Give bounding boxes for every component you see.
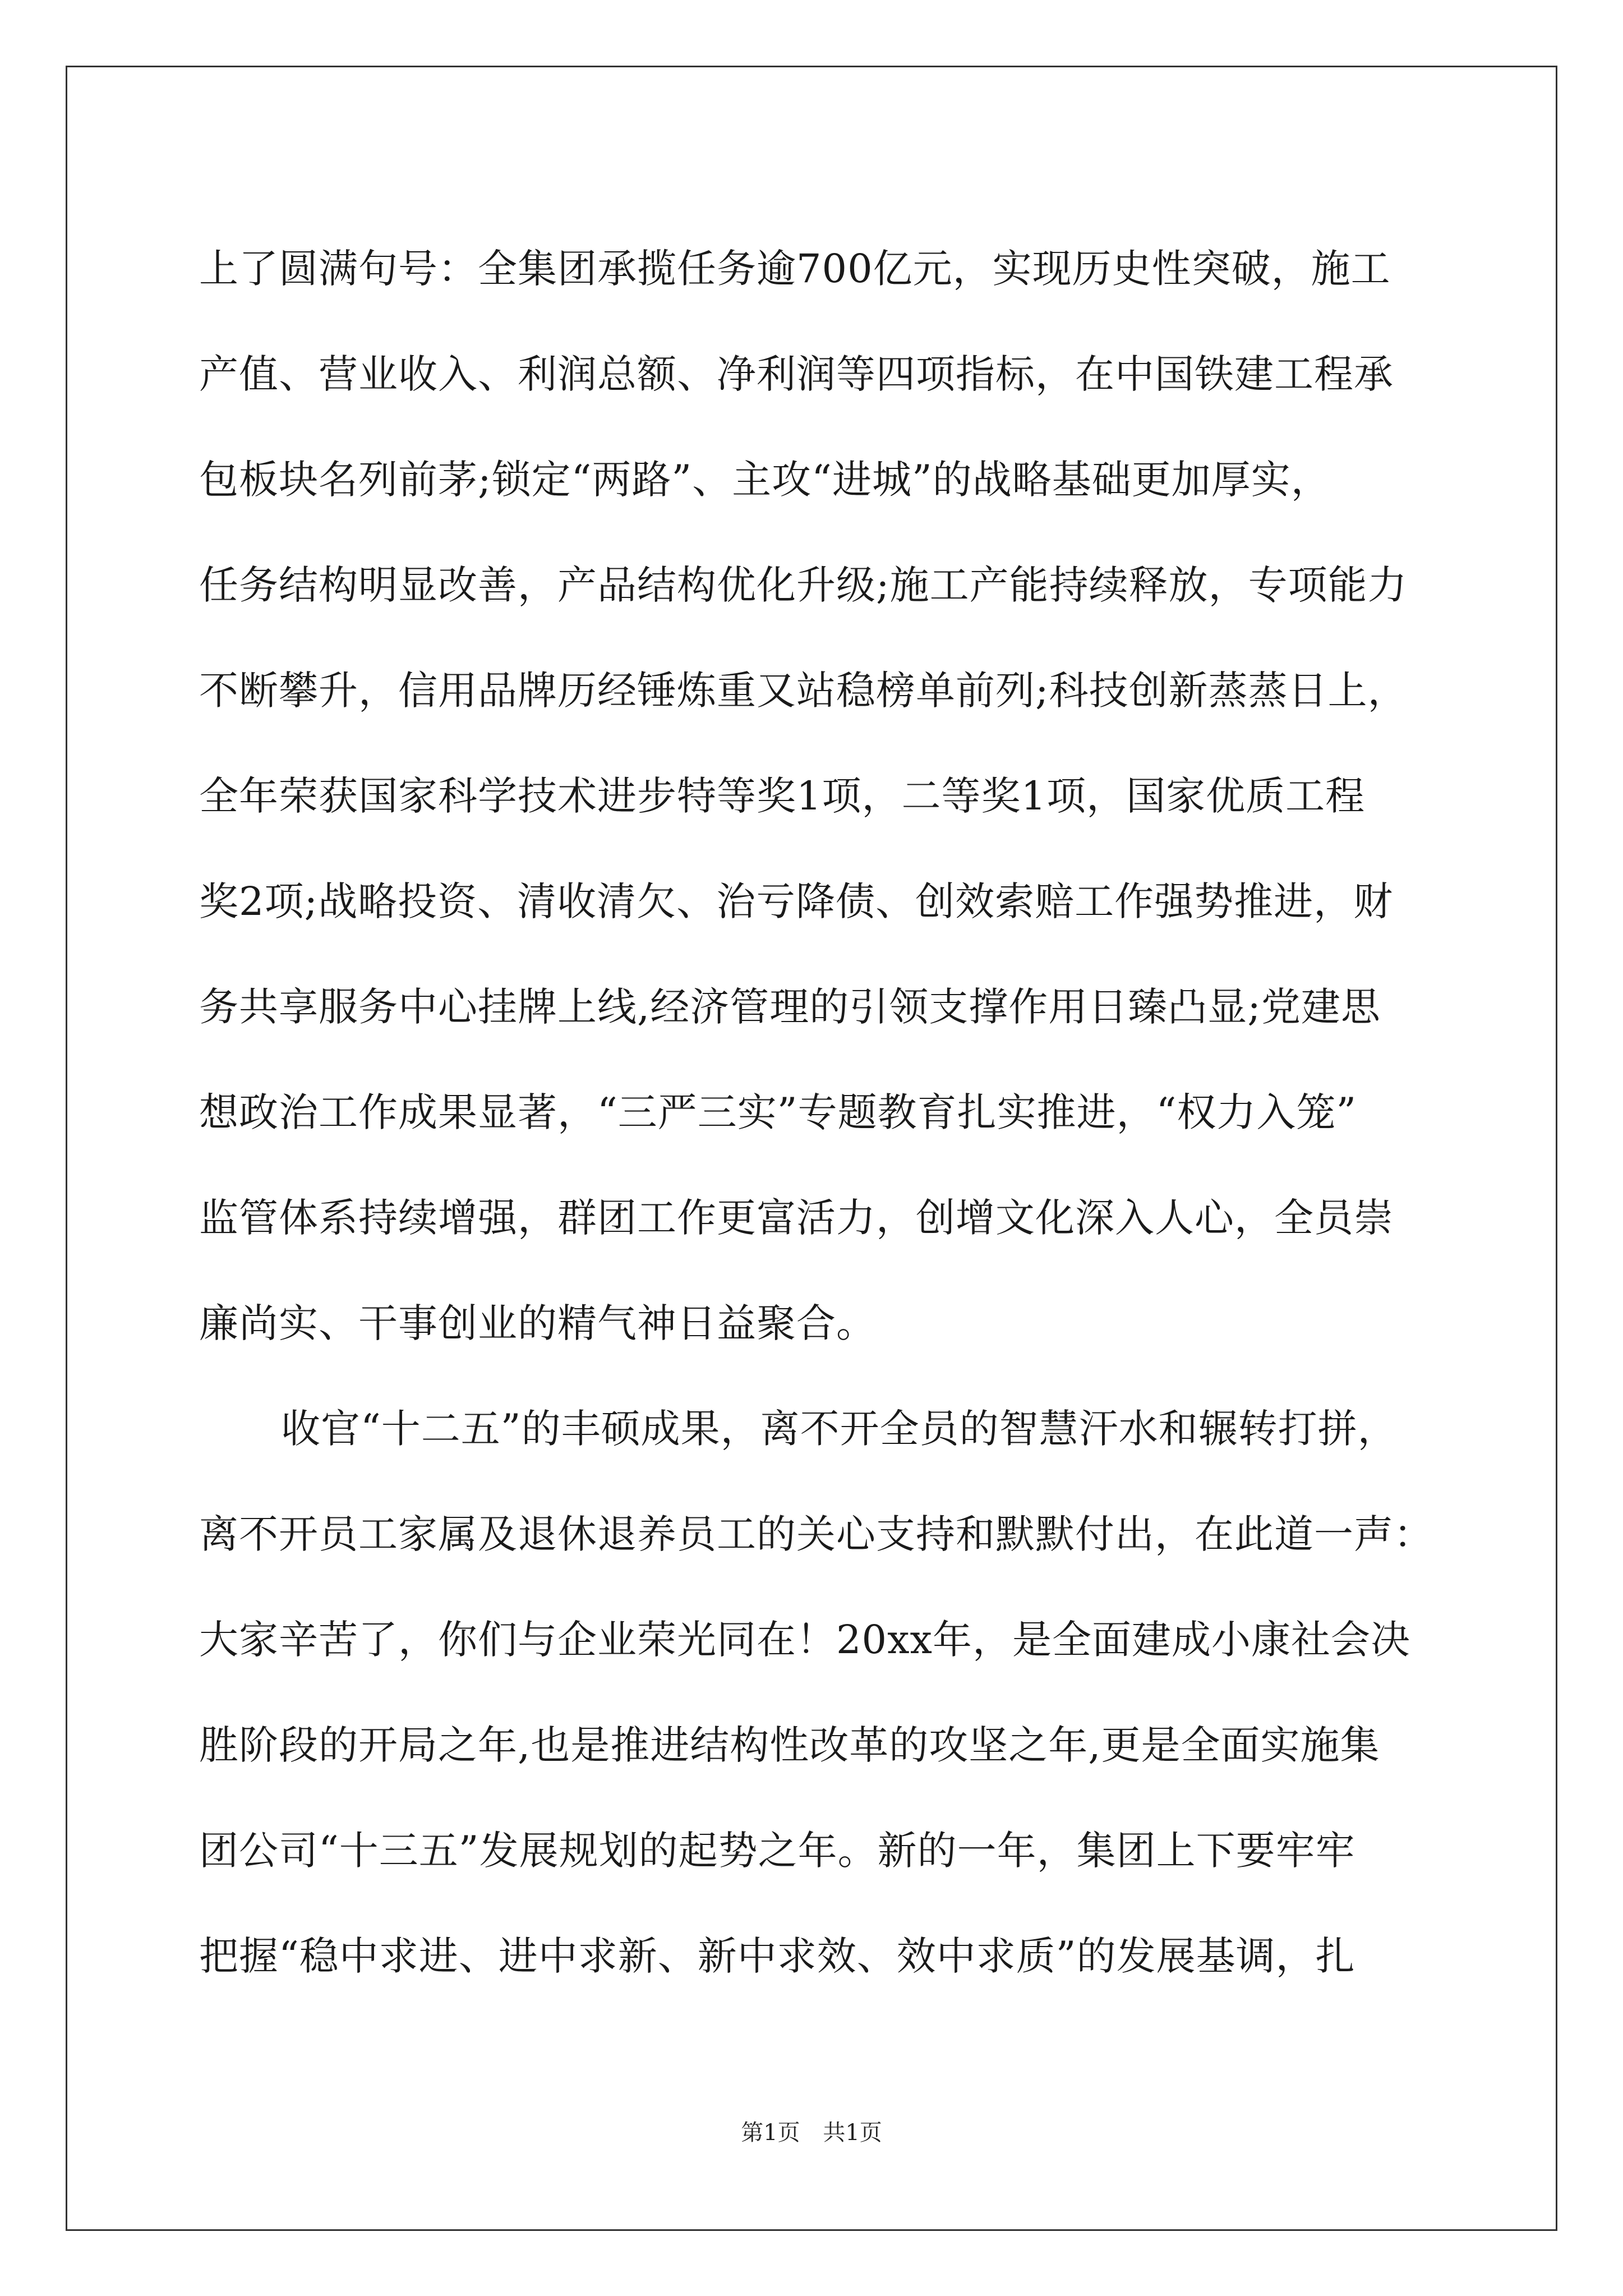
text-line: 监管体系持续增强，群团工作更富活力，创增文化深入人心，全员崇 (199, 1195, 1394, 1241)
page-number: 第1页 (741, 2120, 800, 2146)
text-line: 全年荣获国家科学技术进步特等奖1项，二等奖1项，国家优质工程 (199, 773, 1366, 819)
text-line: 团公司“十三五”发展规划的起势之年。新的一年，集团上下要牢牢 (199, 1828, 1355, 1874)
text-line: 胜阶段的开局之年,也是推进结构性改革的攻坚之年,更是全面实施集 (199, 1722, 1380, 1768)
text-line: 上了圆满句号：全集团承揽任务逾700亿元，实现历史性突破，施工 (199, 246, 1391, 292)
text-line: 任务结构明显改善，产品结构优化升级;施工产能持续释放，专项能力 (199, 562, 1408, 608)
text-line: 大家辛苦了，你们与企业荣光同在！20xx年，是全面建成小康社会决 (199, 1617, 1411, 1663)
text-line: 廉尚实、干事创业的精气神日益聚合。 (199, 1300, 876, 1346)
text-line: 奖2项;战略投资、清收清欠、治亏降债、创效索赔工作强势推进，财 (199, 878, 1394, 924)
text-line: 产值、营业收入、利润总额、净利润等四项指标，在中国铁建工程承 (199, 351, 1394, 397)
text-line: 不断攀升，信用品牌历经锤炼重又站稳榜单前列;科技创新蒸蒸日上， (199, 668, 1408, 714)
text-line: 务共享服务中心挂牌上线,经济管理的引领支撑作用日臻凸显;党建思 (199, 984, 1381, 1030)
text-line: 离不开员工家属及退休退养员工的关心支持和默默付出，在此道一声： (199, 1511, 1433, 1557)
text-line: 把握“稳中求进、进中求新、新中求效、效中求质”的发展基调，扎 (199, 1933, 1355, 1979)
text-line: 包板块名列前茅;锁定“两路”、主攻“进城”的战略基础更加厚实， (199, 457, 1331, 503)
page-footer (0, 2115, 1623, 2147)
document-body (199, 216, 1444, 2009)
page-total: 共1页 (823, 2120, 882, 2146)
text-line: 想政治工作成果显著，“三严三实”专题教育扎实推进，“权力入笼” (199, 1089, 1357, 1135)
paragraph-start-line: 收官“十二五”的丰硕成果，离不开全员的智慧汗水和辗转打拼， (281, 1406, 1398, 1452)
